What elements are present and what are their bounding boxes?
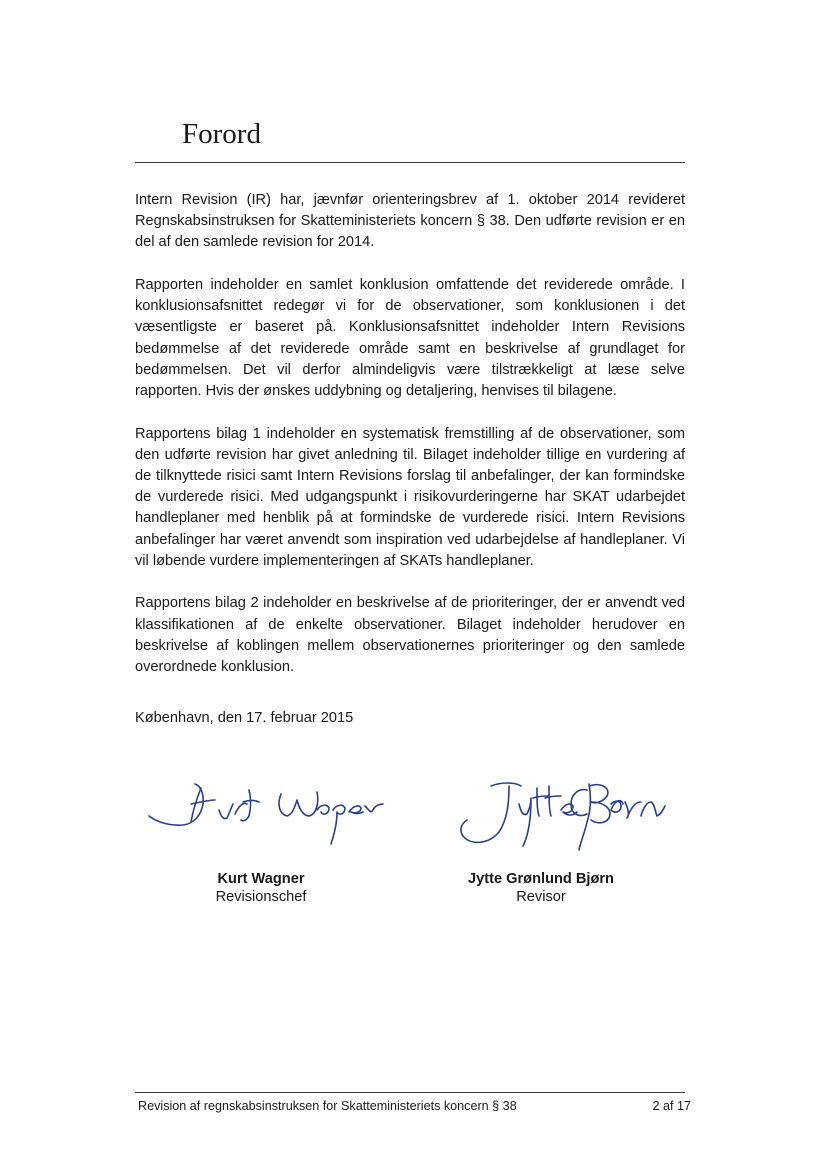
signer-role-jytte-bjorn: Revisor [516,889,566,905]
place-date: København, den 17. februar 2015 [135,710,354,726]
signature-block-jytte-bjorn [411,770,671,906]
footer-page-number: 2 af 17 [652,1099,691,1113]
signer-role-kurt-wagner: Revisionschef [215,889,307,905]
footer-divider [135,1092,685,1093]
signer-name-jytte-bjorn: Jytte Grønlund Bjørn [468,871,614,887]
signature-block-kurt-wagner [131,770,391,906]
signer-name-kurt-wagner: Kurt Wagner [217,871,305,887]
handwritten-signature-jytte-bjorn [411,770,671,862]
page-title: Forord [182,118,261,150]
handwritten-signature-kurt-wagner [131,770,391,862]
title-divider [135,162,685,163]
body-text [135,190,685,700]
footer-document-title: Revision af regnskabsinstruksen for Skatteministeriets koncern § 38 [138,1099,517,1113]
paragraph-appendix-2: Rapportens bilag 2 indeholder en beskrivelse af de prioriteringer, der er anvendt ved klassifikationen af de enkelte observationer. Bilaget indeholder herudover en beskrivelse af koblingen mellem observationernes prioriteringer og den samlede overordnede konklusion. [135,595,685,676]
paragraph-conclusion: Rapporten indeholder en samlet konklusion omfattende det reviderede område. I konklusionsafsnittet redegør vi for de observationer, som konklusionen i det væsentligste er baseret på. Konklusionsafsnittet indeholder Intern Revisions bedømmelse af det reviderede område samt en beskrivelse af grundlaget for bedømmelsen. Det vil derfor almindeligvis være tilstrækkeligt at læse selve rapporten. Hvis der ønskes uddybning og detaljering, henvises til bilagene. [135,277,685,400]
paragraph-appendix-1: Rapportens bilag 1 indeholder en systematisk fremstilling af de observationer, som den udførte revision har givet anledning til. Bilaget indeholder tillige en vurdering af de tilknyttede risici samt Intern Revisions forslag til anbefalinger, der kan formindske de vurderede risici. Med udgangspunkt i risikovurderingerne har SKAT udarbejdet handleplaner med henblik på at formindske de vurderede risici. Intern Revisions anbefalinger har været anvendt som inspiration ved udarbejdelse af handleplaner. Vi vil løbende vurdere implementeringen af SKATs handleplaner. [135,425,685,569]
paragraph-intro: Intern Revision (IR) har, jævnfør orienteringsbrev af 1. oktober 2014 revideret Regnskabsinstruksen for Skatteministeriets koncern § 38. Den udførte revision er en del af den samlede revision for 2014. [135,192,685,251]
